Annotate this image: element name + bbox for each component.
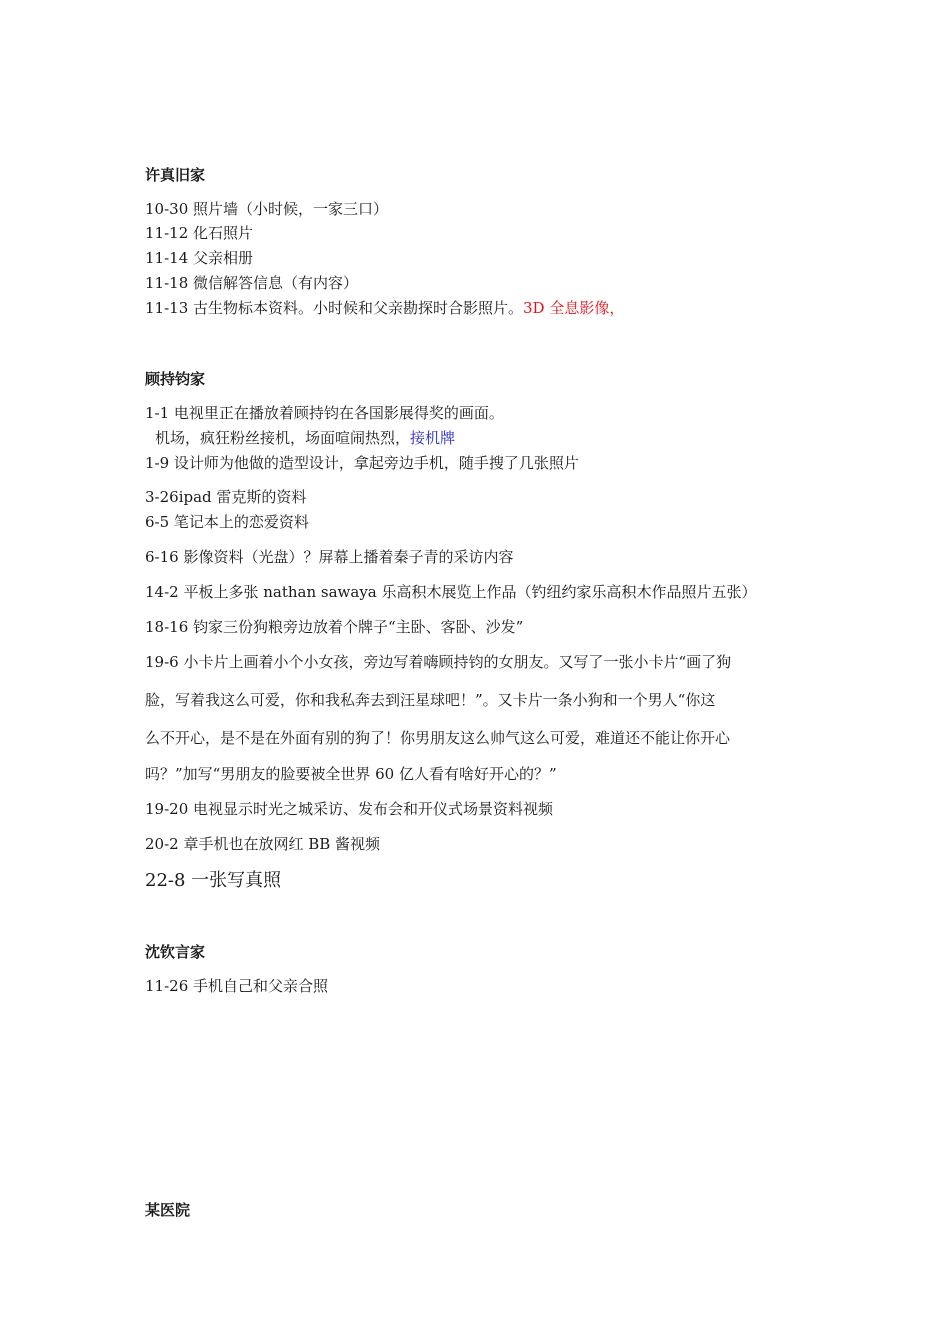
text-span: 11-13 古生物标本资料。小时候和父亲勘探时合影照片。 — [145, 299, 524, 317]
text-line: 11-14 父亲相册 — [145, 249, 254, 267]
text-line: 20-2 章手机也在放网红 BB 酱视频 — [145, 835, 381, 853]
text-line: 1-1 电视里正在播放着顾持钧在各国影展得奖的画面。 — [145, 404, 504, 422]
text-line: 6-5 笔记本上的恋爱资料 — [145, 513, 309, 531]
highlighted-text: 3D 全息影像， — [523, 299, 625, 317]
text-line: 14-2 平板上多张 nathan sawaya 乐高积木展览上作品（钓纽约家乐高积木作品照片五张） — [145, 583, 757, 601]
text-line: 22-8 一张写真照 — [145, 870, 282, 891]
text-line: 11-26 手机自己和父亲合照 — [145, 977, 329, 995]
text-span: 机场，疯狂粉丝接机，场面喧闹热烈， — [155, 429, 411, 447]
text-line: 18-16 钧家三份狗粮旁边放着个牌子“主卧、客卧、沙发” — [145, 618, 524, 636]
text-line: 脸，写着我这么可爱，你和我私奔去到汪星球吧！”。又卡片一条小狗和一个男人“你这 — [145, 691, 716, 709]
text-line: 11-18 微信解答信息（有内容） — [145, 274, 359, 292]
text-line: 么不开心，是不是在外面有别的狗了！你男朋友这么帅气这么可爱，难道还不能让你开心 — [145, 729, 731, 747]
text-line: 吗？”加写“男朋友的脸要被全世界 60 亿人看有啥好开心的？” — [145, 765, 557, 783]
text-line: 1-9 设计师为他做的造型设计，拿起旁边手机，随手搜了几张照片 — [145, 454, 579, 472]
text-line: 19-20 电视显示时光之城采访、发布会和开仪式场景资料视频 — [145, 800, 554, 818]
highlighted-text: 接机牌 — [410, 429, 456, 447]
text-line — [145, 297, 624, 318]
text-line — [155, 427, 455, 448]
text-line: 6-16 影像资料（光盘）？屏幕上播着秦子青的采访内容 — [145, 548, 514, 566]
section-heading: 许真旧家 — [145, 166, 206, 184]
text-line: 11-12 化石照片 — [145, 224, 254, 242]
text-line: 19-6 小卡片上画着小个小女孩，旁边写着嗨顾持钧的女朋友。又写了一张小卡片“画了狗 — [145, 653, 732, 671]
section-heading: 某医院 — [145, 1201, 191, 1219]
text-line: 3-26ipad 雷克斯的资料 — [145, 488, 307, 506]
section-heading: 沈钦言家 — [145, 943, 206, 961]
text-line: 10-30 照片墙（小时候，一家三口） — [145, 200, 389, 218]
section-heading: 顾持钧家 — [145, 370, 206, 388]
